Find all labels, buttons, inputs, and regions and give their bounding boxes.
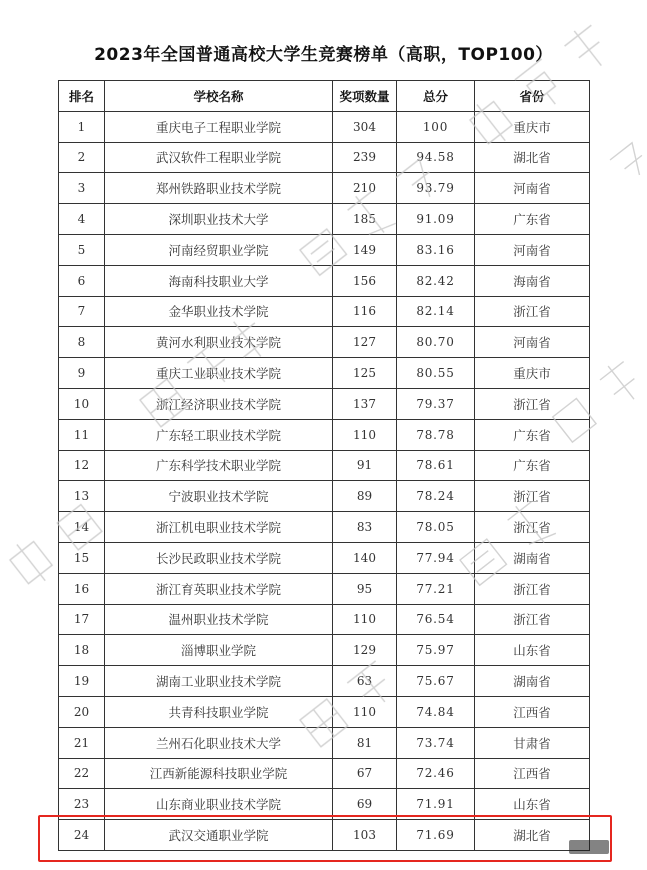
cell-score: 78.78 — [397, 419, 475, 450]
cell-awards: 125 — [333, 358, 397, 389]
table-row — [59, 512, 590, 543]
cell-score: 75.67 — [397, 666, 475, 697]
cell-rank: 22 — [59, 758, 105, 789]
cell-rank: 14 — [59, 512, 105, 543]
cell-awards: 103 — [333, 820, 397, 851]
table-row — [59, 111, 590, 142]
table-row — [59, 635, 590, 666]
cell-school: 共青科技职业学院 — [105, 696, 333, 727]
cell-school: 山东商业职业技术学院 — [105, 789, 333, 820]
cell-school: 重庆工业职业技术学院 — [105, 358, 333, 389]
cell-province: 河南省 — [475, 234, 590, 265]
cell-rank: 6 — [59, 265, 105, 296]
cell-school: 浙江经济职业技术学院 — [105, 388, 333, 419]
header-province: 省份 — [475, 81, 590, 112]
cell-rank: 18 — [59, 635, 105, 666]
cell-school: 广东科学技术职业学院 — [105, 450, 333, 481]
table-row — [59, 696, 590, 727]
cell-score: 74.84 — [397, 696, 475, 727]
cell-rank: 5 — [59, 234, 105, 265]
ranking-table — [58, 80, 590, 851]
cell-awards: 185 — [333, 204, 397, 235]
cell-province: 广东省 — [475, 204, 590, 235]
corner-overlay — [569, 840, 609, 854]
cell-school: 湖南工业职业技术学院 — [105, 666, 333, 697]
cell-province: 湖北省 — [475, 820, 590, 851]
cell-score: 78.05 — [397, 512, 475, 543]
cell-awards: 210 — [333, 173, 397, 204]
cell-province: 湖北省 — [475, 142, 590, 173]
cell-province: 浙江省 — [475, 573, 590, 604]
header-score: 总分 — [397, 81, 475, 112]
cell-rank: 17 — [59, 604, 105, 635]
document-title: 2023年全国普通高校大学生竞赛榜单（高职，TOP100） — [94, 45, 553, 65]
cell-score: 71.91 — [397, 789, 475, 820]
cell-score: 94.58 — [397, 142, 475, 173]
header-rank: 排名 — [59, 81, 105, 112]
cell-rank: 2 — [59, 142, 105, 173]
cell-awards: 110 — [333, 419, 397, 450]
cell-score: 72.46 — [397, 758, 475, 789]
cell-province: 浙江省 — [475, 296, 590, 327]
cell-school: 淄博职业学院 — [105, 635, 333, 666]
table-row-highlighted — [59, 820, 590, 851]
cell-province: 江西省 — [475, 758, 590, 789]
cell-awards: 127 — [333, 327, 397, 358]
table-row — [59, 573, 590, 604]
cell-school: 长沙民政职业技术学院 — [105, 542, 333, 573]
table-row — [59, 789, 590, 820]
cell-rank: 13 — [59, 481, 105, 512]
table-row — [59, 142, 590, 173]
cell-awards: 91 — [333, 450, 397, 481]
cell-school: 宁波职业技术学院 — [105, 481, 333, 512]
cell-school: 重庆电子工程职业学院 — [105, 111, 333, 142]
cell-rank: 12 — [59, 450, 105, 481]
cell-awards: 137 — [333, 388, 397, 419]
cell-province: 湖南省 — [475, 666, 590, 697]
cell-score: 83.16 — [397, 234, 475, 265]
cell-school: 金华职业技术学院 — [105, 296, 333, 327]
table-row — [59, 666, 590, 697]
cell-rank: 7 — [59, 296, 105, 327]
cell-province: 浙江省 — [475, 388, 590, 419]
cell-province: 浙江省 — [475, 604, 590, 635]
header-school: 学校名称 — [105, 81, 333, 112]
cell-score: 75.97 — [397, 635, 475, 666]
cell-rank: 16 — [59, 573, 105, 604]
cell-score: 100 — [397, 111, 475, 142]
cell-awards: 129 — [333, 635, 397, 666]
cell-score: 78.61 — [397, 450, 475, 481]
cell-rank: 20 — [59, 696, 105, 727]
table-row — [59, 327, 590, 358]
cell-school: 黄河水利职业技术学院 — [105, 327, 333, 358]
table-row — [59, 727, 590, 758]
cell-score: 82.14 — [397, 296, 475, 327]
cell-awards: 116 — [333, 296, 397, 327]
cell-score: 76.54 — [397, 604, 475, 635]
table-row — [59, 296, 590, 327]
table-row — [59, 173, 590, 204]
table-row — [59, 758, 590, 789]
cell-school: 深圳职业技术大学 — [105, 204, 333, 235]
cell-awards: 83 — [333, 512, 397, 543]
cell-awards: 140 — [333, 542, 397, 573]
cell-awards: 149 — [333, 234, 397, 265]
cell-rank: 24 — [59, 820, 105, 851]
cell-rank: 3 — [59, 173, 105, 204]
cell-rank: 1 — [59, 111, 105, 142]
table-header-row — [59, 81, 590, 112]
cell-school: 兰州石化职业技术大学 — [105, 727, 333, 758]
cell-score: 79.37 — [397, 388, 475, 419]
cell-awards: 69 — [333, 789, 397, 820]
table-row — [59, 450, 590, 481]
cell-rank: 15 — [59, 542, 105, 573]
cell-province: 山东省 — [475, 635, 590, 666]
cell-awards: 110 — [333, 604, 397, 635]
cell-awards: 239 — [333, 142, 397, 173]
cell-score: 82.42 — [397, 265, 475, 296]
cell-awards: 63 — [333, 666, 397, 697]
cell-province: 山东省 — [475, 789, 590, 820]
cell-awards: 110 — [333, 696, 397, 727]
table-row — [59, 358, 590, 389]
cell-school: 海南科技职业大学 — [105, 265, 333, 296]
cell-province: 广东省 — [475, 450, 590, 481]
cell-province: 河南省 — [475, 327, 590, 358]
cell-school: 广东轻工职业技术学院 — [105, 419, 333, 450]
cell-awards: 156 — [333, 265, 397, 296]
cell-rank: 11 — [59, 419, 105, 450]
table-row — [59, 234, 590, 265]
cell-rank: 8 — [59, 327, 105, 358]
table-row — [59, 481, 590, 512]
cell-province: 浙江省 — [475, 481, 590, 512]
table-row — [59, 419, 590, 450]
cell-school: 浙江机电职业技术学院 — [105, 512, 333, 543]
cell-province: 河南省 — [475, 173, 590, 204]
cell-school: 武汉软件工程职业学院 — [105, 142, 333, 173]
cell-school: 温州职业技术学院 — [105, 604, 333, 635]
cell-awards: 304 — [333, 111, 397, 142]
cell-score: 80.70 — [397, 327, 475, 358]
cell-province: 海南省 — [475, 265, 590, 296]
cell-score: 73.74 — [397, 727, 475, 758]
cell-province: 广东省 — [475, 419, 590, 450]
cell-score: 93.79 — [397, 173, 475, 204]
cell-rank: 19 — [59, 666, 105, 697]
cell-score: 77.94 — [397, 542, 475, 573]
cell-school: 河南经贸职业学院 — [105, 234, 333, 265]
cell-score: 78.24 — [397, 481, 475, 512]
cell-school: 郑州铁路职业技术学院 — [105, 173, 333, 204]
cell-school: 浙江育英职业技术学院 — [105, 573, 333, 604]
cell-rank: 23 — [59, 789, 105, 820]
cell-rank: 10 — [59, 388, 105, 419]
table-row — [59, 604, 590, 635]
table-row — [59, 204, 590, 235]
table-row — [59, 388, 590, 419]
cell-school: 江西新能源科技职业学院 — [105, 758, 333, 789]
cell-province: 湖南省 — [475, 542, 590, 573]
table-row — [59, 265, 590, 296]
cell-score: 71.69 — [397, 820, 475, 851]
cell-province: 重庆市 — [475, 111, 590, 142]
cell-province: 浙江省 — [475, 512, 590, 543]
cell-rank: 4 — [59, 204, 105, 235]
cell-score: 77.21 — [397, 573, 475, 604]
cell-score: 80.55 — [397, 358, 475, 389]
cell-awards: 89 — [333, 481, 397, 512]
cell-awards: 81 — [333, 727, 397, 758]
cell-school: 武汉交通职业学院 — [105, 820, 333, 851]
cell-province: 江西省 — [475, 696, 590, 727]
cell-rank: 9 — [59, 358, 105, 389]
cell-province: 重庆市 — [475, 358, 590, 389]
cell-rank: 21 — [59, 727, 105, 758]
cell-score: 91.09 — [397, 204, 475, 235]
cell-awards: 67 — [333, 758, 397, 789]
table-row — [59, 542, 590, 573]
header-awards: 奖项数量 — [333, 81, 397, 112]
table-body — [59, 111, 590, 850]
cell-awards: 95 — [333, 573, 397, 604]
cell-province: 甘肃省 — [475, 727, 590, 758]
